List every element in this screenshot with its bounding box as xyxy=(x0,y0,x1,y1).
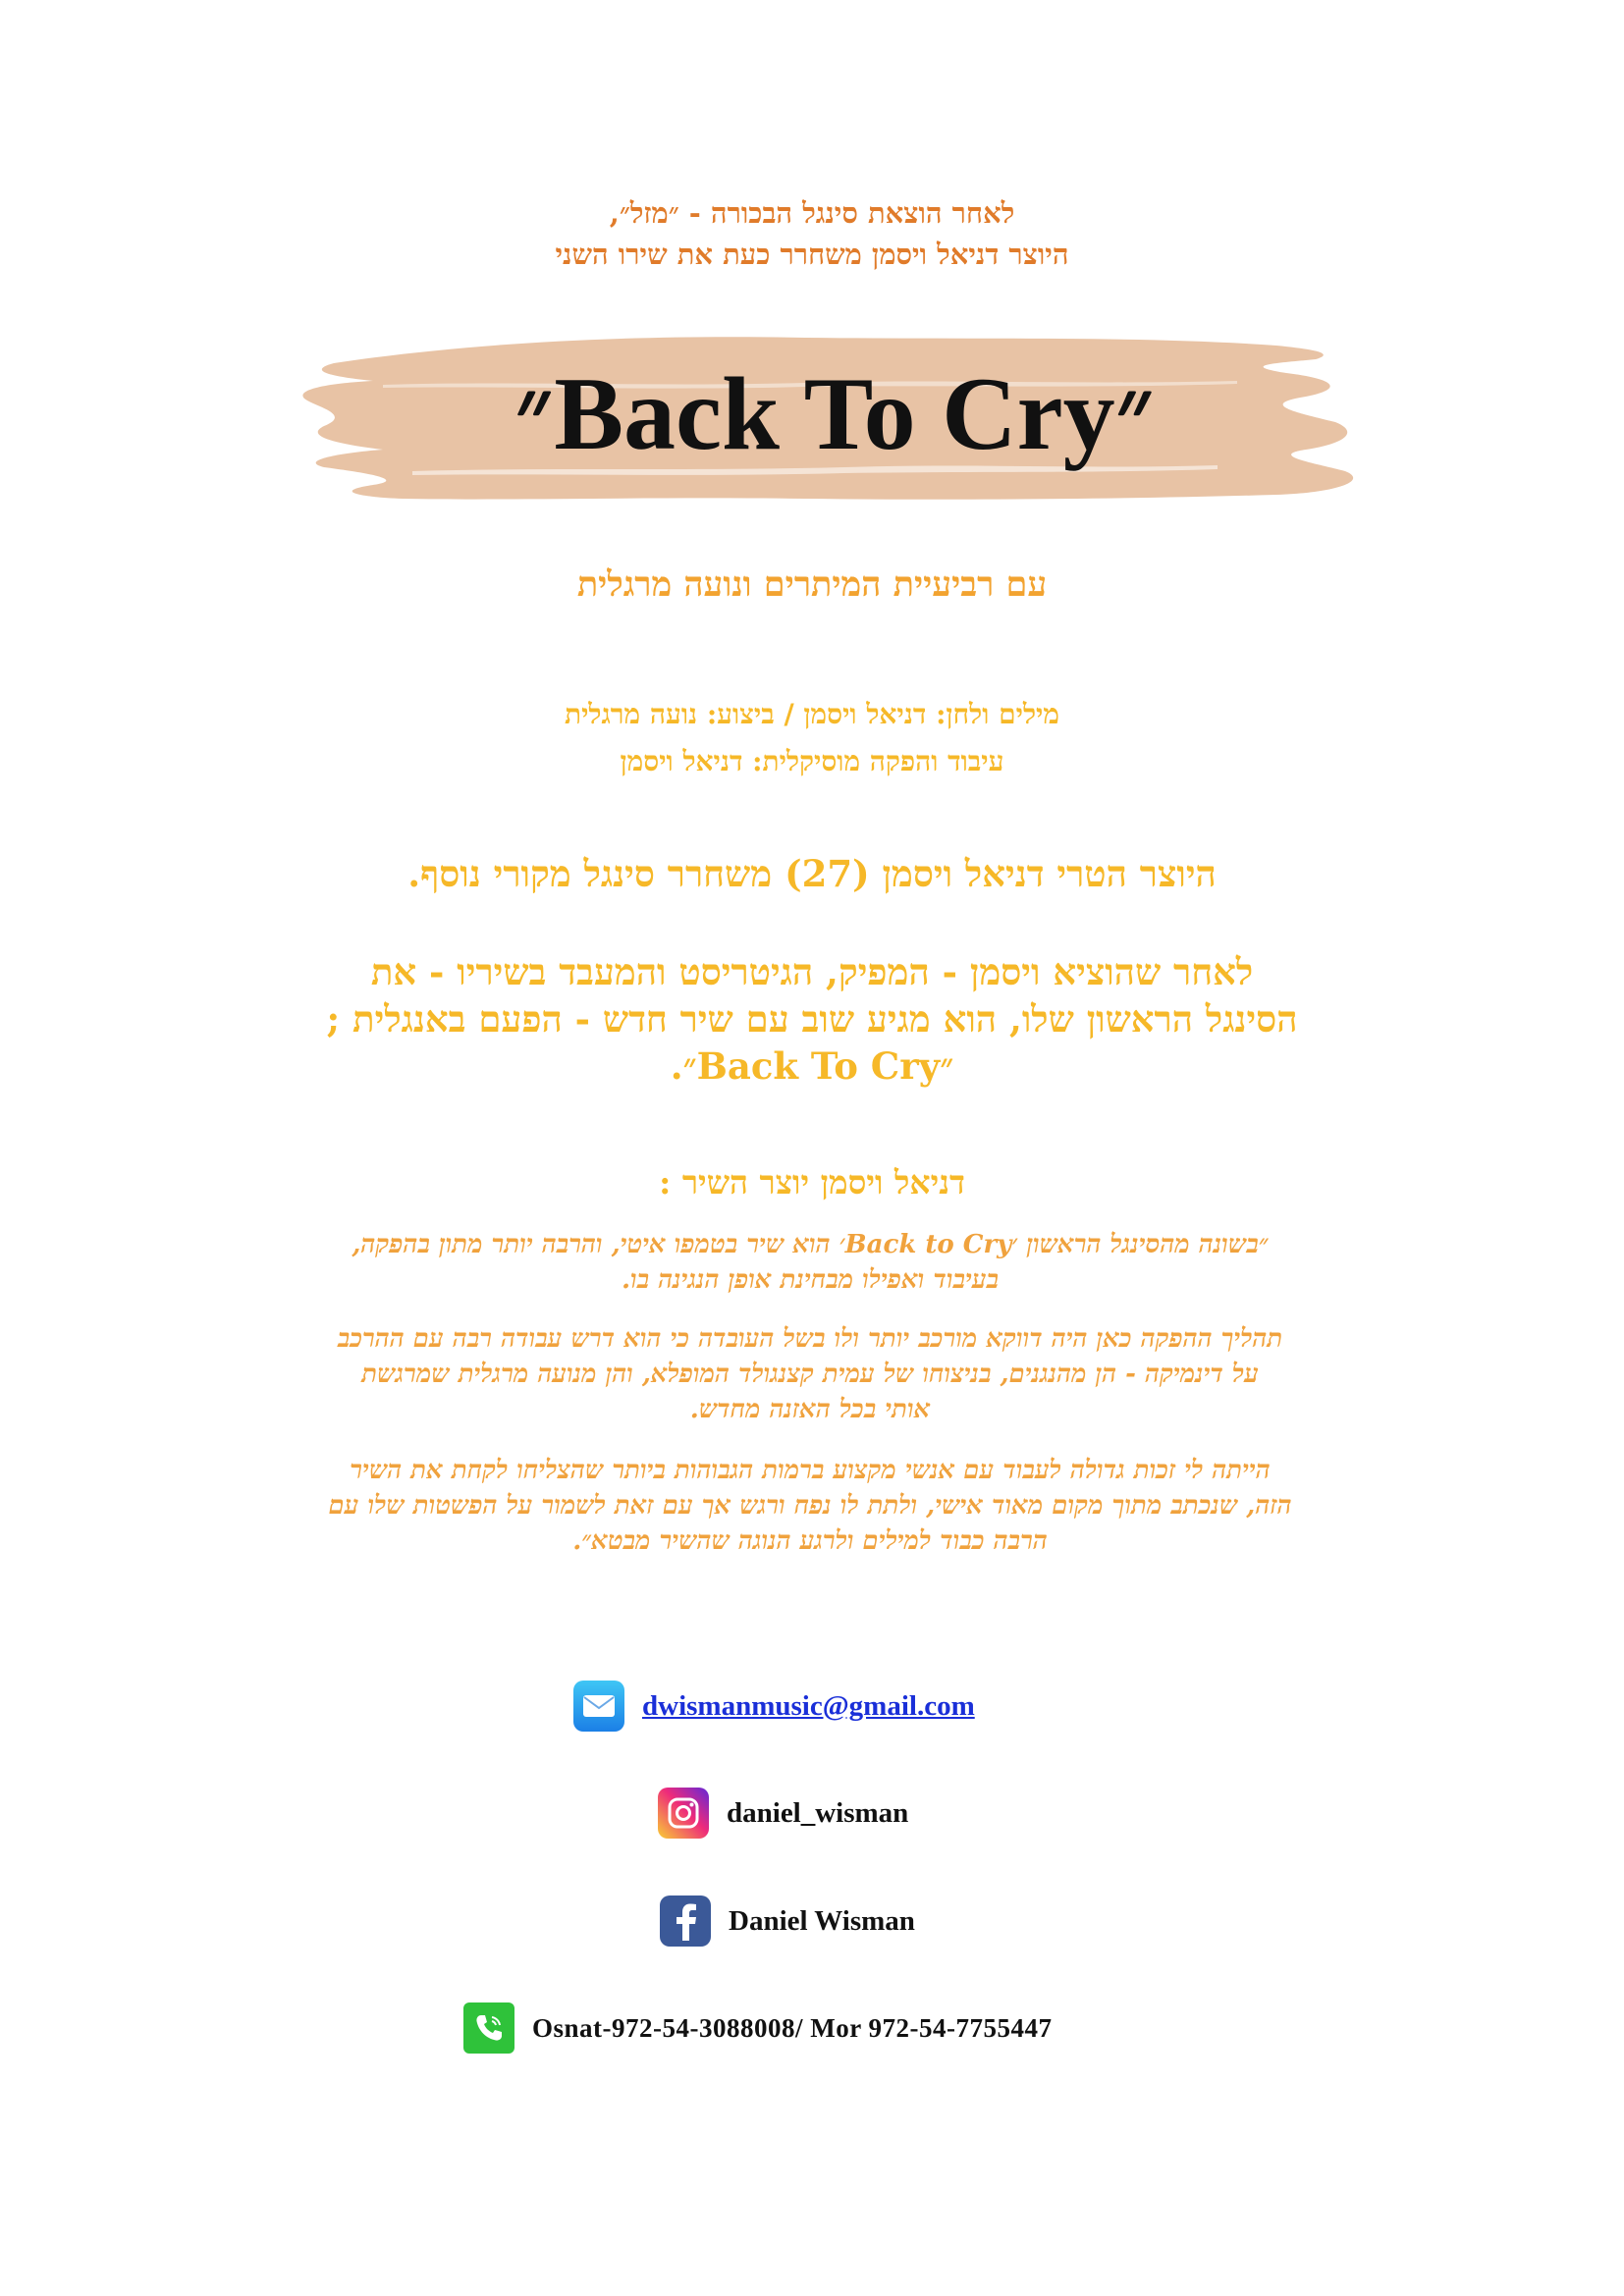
featuring-line: עם רביעיית המיתרים ונועה מרגלית xyxy=(576,564,1048,605)
quote-line: ״בשונה מהסינגל הראשון ׳Back to Cry׳ הוא שיר בטמפו איטי, והרבה יותר מתון בהפקה, xyxy=(352,1230,1269,1259)
quote-line: על דינמיקה - הן מהנגנים, בניצוחו של עמית קצנגולד המופלא, והן מנועה מרגלית שמרגשת xyxy=(361,1360,1259,1389)
facebook-name: Daniel Wisman xyxy=(729,1904,915,1937)
quote-block-3 xyxy=(236,1453,1384,1559)
instagram-contact xyxy=(658,1788,908,1839)
facebook-contact xyxy=(660,1896,915,1947)
quote-line: הייתה לי זכות גדולה לעבוד עם אנשי מקצוע ברמות הגבוהות ביותר שהצליחו לקחת את השיר xyxy=(350,1456,1271,1485)
phone-contact xyxy=(463,2002,1052,2054)
email-link[interactable]: dwismanmusic@gmail.com xyxy=(642,1689,975,1722)
title-banner xyxy=(295,324,1375,510)
credits xyxy=(0,691,1624,785)
instagram-handle: daniel_wisman xyxy=(727,1796,909,1829)
facebook-icon xyxy=(660,1896,711,1947)
creator-heading: דניאל ויסמן יוצר השיר : xyxy=(659,1163,965,1201)
quote-block-2 xyxy=(236,1321,1384,1427)
quote-line: הרבה כבוד למילים ולרגע הנוגה שהשיר מבטא״. xyxy=(572,1526,1048,1556)
quote-line: הזה, שנכתב מתוך מקום מאוד אישי, ולתת לו נפח ורגש אך עם זאת לשמור על הפשטות שלו עם xyxy=(328,1491,1292,1521)
intro-line-2: היוצר דניאל ויסמן משחרר כעת את שירו השני xyxy=(555,238,1069,271)
phone-icon xyxy=(463,2002,514,2054)
quote-line: תהליך ההפקה כאן היה דווקא מורכב יותר ולו בשל העובדה כי הוא דרש עבודה רבה עם ההרכב xyxy=(337,1324,1283,1354)
email-contact xyxy=(573,1681,975,1732)
song-title: ״Back To Cry״ xyxy=(514,356,1155,471)
phone-numbers: Osnat-972-54-3088008/ Mor 972-54-7755447 xyxy=(532,2012,1053,2043)
release-paragraph xyxy=(0,948,1624,1090)
paragraph-line-2: הסינגל הראשון שלו, הוא מגיע שוב עם שיר חדש - הפעם באנגלית ; xyxy=(326,997,1298,1041)
announcement: היוצר הטרי דניאל ויסמן (27) משחרר סינגל מקורי נוסף. xyxy=(407,852,1217,895)
instagram-icon xyxy=(658,1788,709,1839)
credits-line-1: מילים ולחן: דניאל ויסמן / ביצוע: נועה מרגלית xyxy=(565,698,1059,730)
mail-icon xyxy=(573,1681,624,1732)
quote-line: אותי בכל האזנה מחדש. xyxy=(689,1395,931,1424)
credits-line-2: עיבוד והפקה מוסיקלית: דניאל ויסמן xyxy=(620,745,1004,777)
quote-line: בעיבוד ואפילו מבחינת אופן הנגינה בו. xyxy=(621,1265,1000,1295)
paragraph-line-1: לאחר שהוציא ויסמן - המפיק, הגיטריסט והמעבד בשיריו - את xyxy=(370,950,1254,993)
quote-block-1 xyxy=(236,1227,1384,1298)
paragraph-line-3: ״Back To Cry״. xyxy=(670,1044,954,1088)
intro-text xyxy=(0,192,1624,275)
intro-line-1: לאחר הוצאת סינגל הבכורה - ״מזל״, xyxy=(609,196,1015,230)
